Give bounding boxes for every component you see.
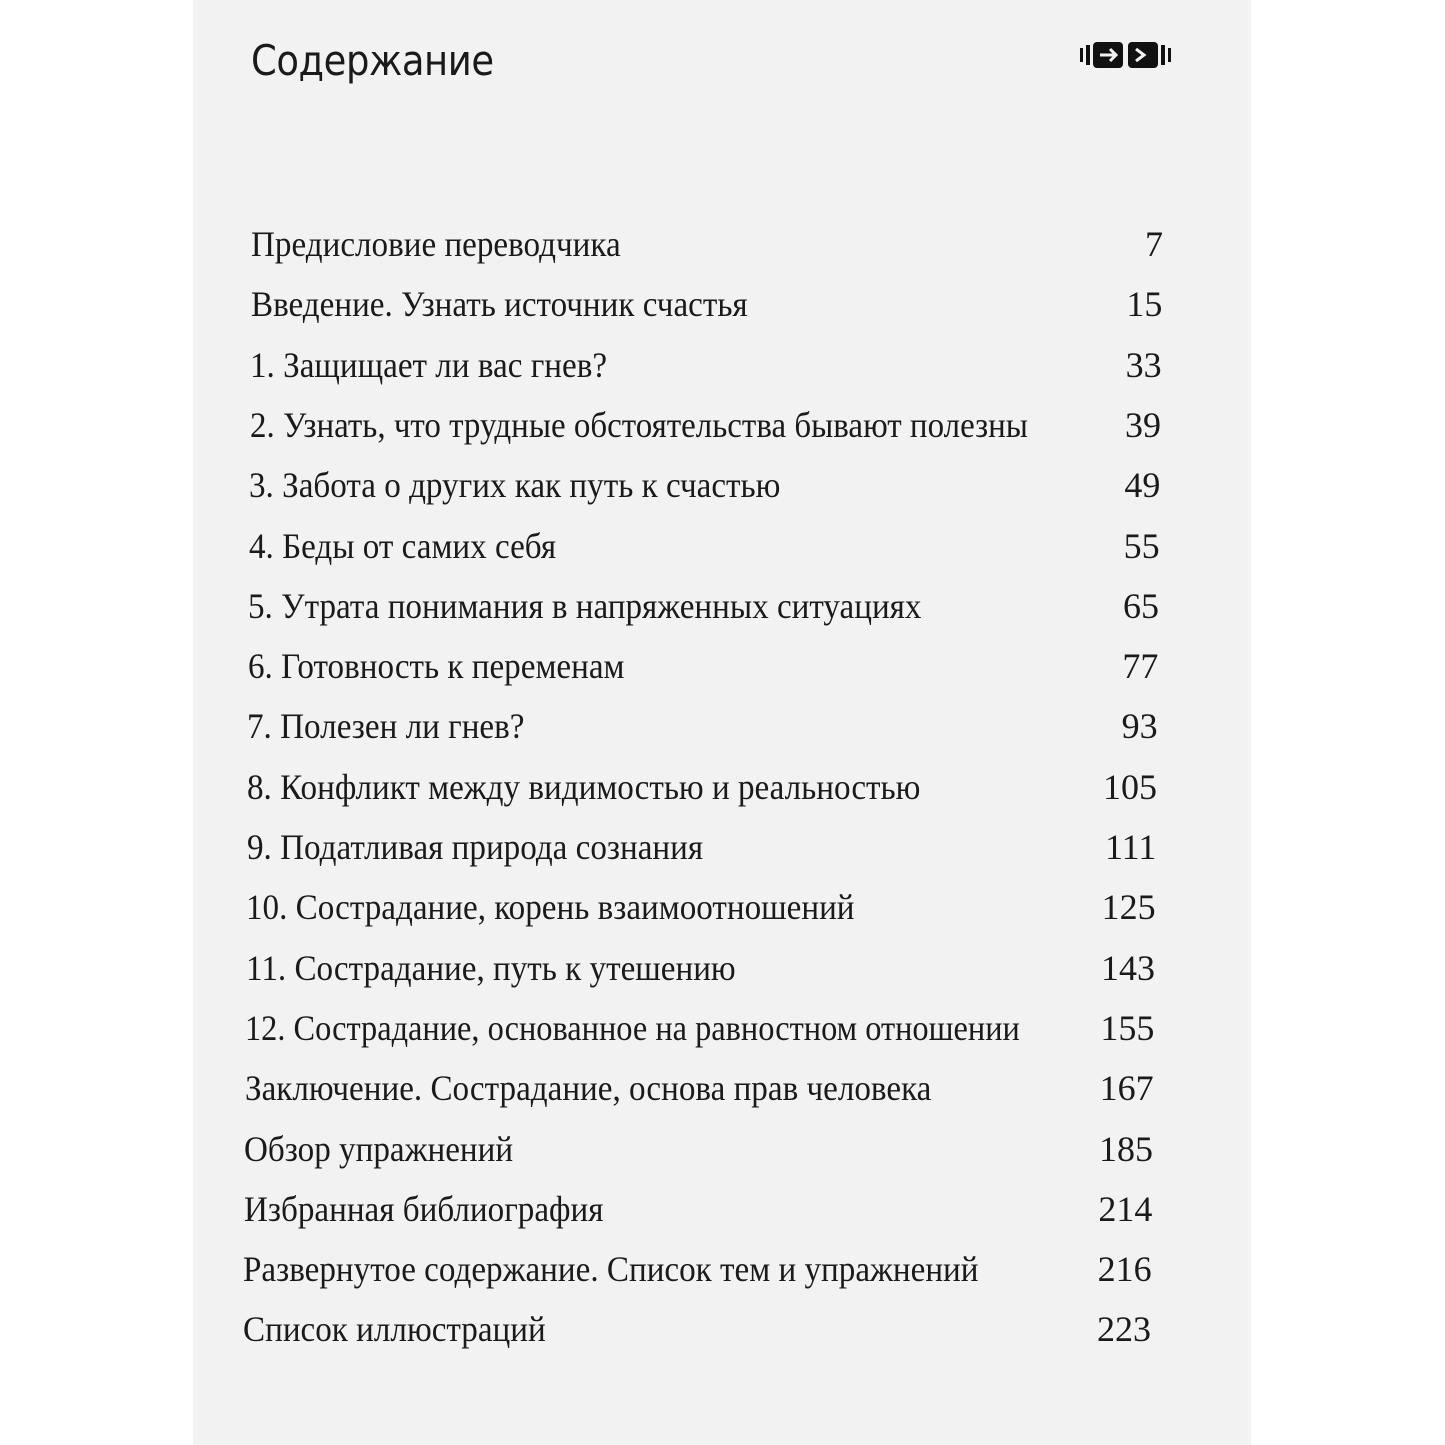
toc-entry-label: 7. Полезен ли гнев? — [247, 706, 525, 747]
toc-entry-page-number: 39 — [1125, 404, 1161, 445]
toc-entry-page-number: 214 — [1098, 1188, 1153, 1229]
toc-entry-page-number: 33 — [1125, 344, 1162, 385]
toc-entry-page-number: 216 — [1097, 1249, 1152, 1290]
toc-entry-page-number: 143 — [1101, 947, 1155, 988]
toc-entry-label: 9. Податливая природа сознания — [246, 827, 703, 867]
toc-entry-label: Обзор упражнений — [244, 1128, 514, 1169]
toc-entry-page-number: 49 — [1124, 465, 1161, 506]
toc-entry — [193, 279, 1251, 329]
toc-entry-page-number: 223 — [1097, 1309, 1151, 1350]
toc-entry-page-number: 55 — [1123, 525, 1160, 566]
toc-entry-label: 10. Сострадание, корень взаимоотношений — [246, 887, 855, 928]
toc-entry-page-number: 105 — [1103, 766, 1157, 807]
toc-entry-label: 11. Сострадание, путь к утешению — [245, 947, 736, 988]
toc-entry-label: 12. Сострадание, основанное на равностном отношении — [245, 1007, 1021, 1048]
toc-entry-label: 3. Забота о других как путь к счастью — [249, 465, 781, 506]
toc-entry-label: Предисловие переводчика — [251, 224, 621, 264]
toc-entry-label: 6. Готовность к переменам — [247, 646, 625, 687]
toc-entry-label: 4. Беды от самих себя — [248, 525, 556, 566]
toc-entry — [193, 1304, 1251, 1354]
toc-entry-label: Избранная библиография — [243, 1188, 604, 1229]
toc-entry-label: Развернутое содержание. Список тем и упражнений — [243, 1249, 979, 1290]
toc-entry-label: 1. Защищает ли вас гнев? — [250, 344, 608, 385]
toc-entry-label: 5. Утрата понимания в напряженных ситуациях — [248, 585, 922, 626]
toc-entry-page-number: 65 — [1123, 585, 1159, 626]
toc-entry-page-number: 185 — [1099, 1128, 1153, 1169]
toc-entry — [193, 701, 1251, 751]
toc-entry-label: 2. Узнать, что трудные обстоятельства бывают полезны — [249, 404, 1028, 445]
toc-entry — [193, 882, 1251, 932]
toc-entry — [193, 641, 1251, 691]
toc-entry-page-number: 167 — [1099, 1068, 1154, 1109]
toc-entry-page-number: 15 — [1126, 284, 1163, 325]
toc-entry — [193, 460, 1251, 510]
toc-entry — [193, 1124, 1251, 1174]
toc-entry — [193, 1063, 1251, 1113]
toc-entry-label: Введение. Узнать источник счастья — [250, 284, 748, 325]
page-title: Содержание — [251, 36, 494, 85]
toc-entry — [193, 340, 1251, 390]
toc-entry — [193, 1003, 1251, 1053]
toc-entry-label: Список иллюстраций — [243, 1309, 546, 1350]
toc-entry — [193, 762, 1251, 812]
toc-entry-page-number: 93 — [1121, 706, 1158, 747]
toc-entry — [193, 219, 1251, 269]
table-of-contents — [193, 0, 1251, 1445]
toc-entry — [193, 400, 1251, 450]
toc-entry-page-number: 155 — [1100, 1007, 1155, 1048]
toc-entry-page-number: 111 — [1105, 827, 1157, 867]
toc-entry-page-number: 7 — [1145, 224, 1163, 264]
book-page — [193, 0, 1251, 1445]
toc-entry-label: 8. Конфликт между видимостью и реальностью — [247, 766, 921, 807]
toc-entry — [193, 822, 1251, 872]
toc-entry-label: Заключение. Сострадание, основа прав человека — [244, 1068, 932, 1109]
toc-entry — [193, 1184, 1251, 1234]
toc-entry — [193, 521, 1251, 571]
toc-entry — [193, 581, 1251, 631]
toc-entry-page-number: 125 — [1101, 887, 1156, 928]
toc-entry — [193, 1244, 1251, 1294]
toc-entry-page-number: 77 — [1122, 646, 1159, 687]
toc-entry — [193, 943, 1251, 993]
